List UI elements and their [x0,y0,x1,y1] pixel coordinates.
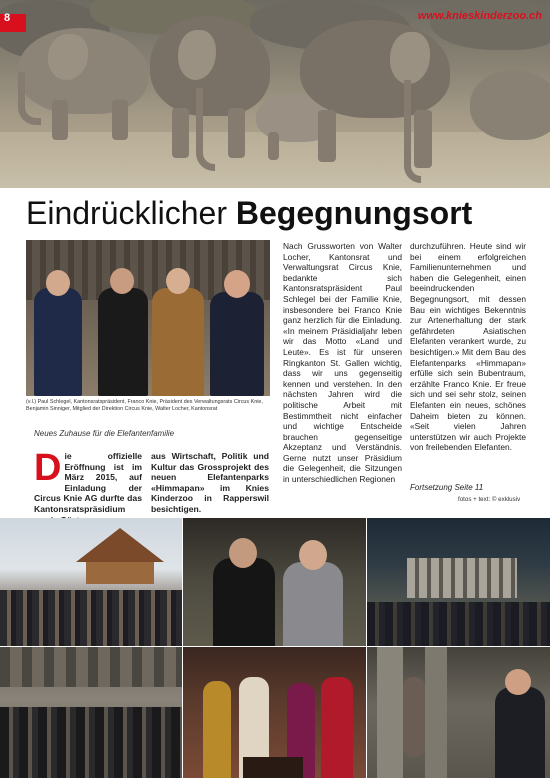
photo-pavilion-crowd [0,518,182,646]
group-portrait-photo [26,240,270,396]
photo-caption: (v.l.) Paul Schlegel, Kantonsratspräsident, Franco Knie, Präsident des Verwaltungsrats Circus Knie, Benjamin Sinniger, Mitglied der Direktion Circus Knie, Walter Locher, Kantonsrat [26,399,263,412]
continue-note: Fortsetzung Seite 11 [410,483,484,492]
body-column-2: durchzuführen. Heute sind wir bei einem erfolgreichen Familienunternehmen und haben die Gelegenheit, einen beeindruckenden Begegnungsort, mit dessen Bau ein wichtiges Bekenntnis zur Artenerhaltung der stark gefährdeten Asiatischen Elefanten verankert wurde, zu besichtigen.» Mit dem Bau des Elefantenparks «Himmapan» erfülle sich sein Bubentraum, erzählte Franco Knie. Er freue sich und sei sehr stolz, seinen Elefanten ein neues, schönes Daheim bieten zu können. «Seit vielen Jahren unterstützen wir auch Projekte von freilebenden Elefanten. [410,241,526,453]
intro-column-2: aus Wirtschaft, Politik und Kultur das Grossprojekt des neuen Elefantenparks «Himmapan» im Knies Kinderzoo in Rapperswil besichtigen. [151,451,269,514]
body-column-1: Nach Grussworten von Walter Locher, Kantonsrat und Verwaltungsrat Circus Knie, bedankte sich Kantonsratspräsident Paul Schlegel bei der Familie Knie, insbesondere bei Franco Knie ganz herzlich für die Einladung. «In meinem Präsidialjahr leben wir das Motto «Land und Leute». Es ist für unseren Ringkanton St. Gallen wichtig, dass wir uns gegenseitig kennen und verstehen. In den nächsten Jahren wird die politische Arbeit mit Bestimmtheit nicht einfacher und wichtige Entscheide brauchen gegenseitige Akzeptanz und Verständnis. Gerne nutzt unser Präsidium die Gelegenheit, die Sitzungen in unterschiedlichen Regionen [283,241,402,485]
photo-credit: fotos + text: © exklusiv [458,496,521,503]
site-url-link[interactable]: www.knieskinderzoo.ch [417,10,542,22]
headline-bold: Begegnungsort [235,195,473,231]
hero-elephants-photo [0,0,550,188]
page-number: 8 [4,12,11,24]
photo-elephant-trunk [367,647,550,778]
photo-evening-event [367,518,550,646]
article-subheading: Neues Zuhause für die Elefantenfamilie [34,429,175,438]
headline-light: Eindrücklicher [26,195,227,231]
intro-text-1: ie offizielle Eröffnung ist im März 2015, auf Einladung der Circus Knie AG durfte das Kantonsratspräsidium [34,451,142,514]
intro-column-1 [34,447,142,525]
article-headline [26,193,526,233]
dropcap: D [34,447,62,489]
photo-couple [183,518,366,646]
photo-elephant-hall [0,647,182,778]
photo-thai-hostesses [183,647,366,778]
